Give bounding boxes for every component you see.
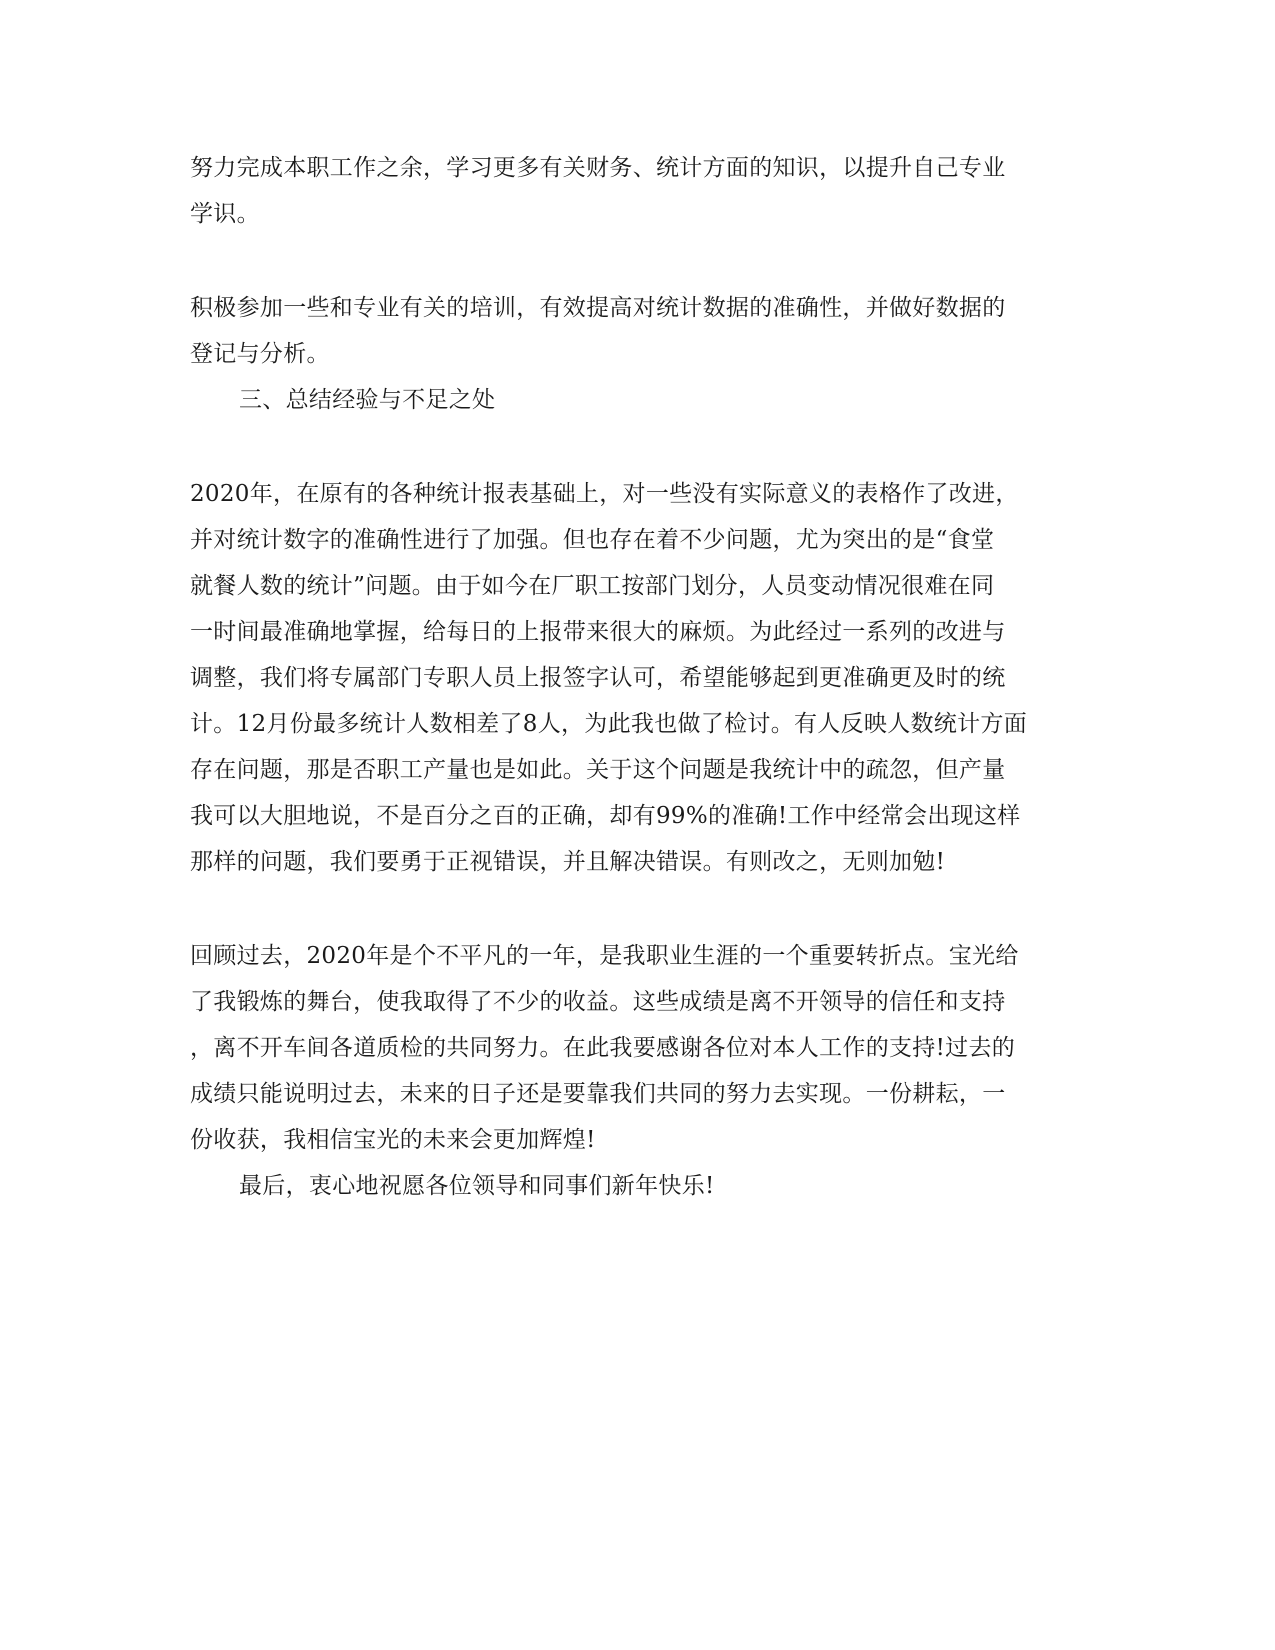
body-text-line: 2020年，在原有的各种统计报表基础上，对一些没有实际意义的表格作了改进， <box>190 481 1019 507</box>
section-heading: 三、总结经验与不足之处 <box>239 387 496 413</box>
body-text-line: 学识。 <box>190 201 260 227</box>
body-text-line: 那样的问题，我们要勇于正视错误，并且解决错误。有则改之，无则加勉! <box>190 849 946 875</box>
body-text-line: 努力完成本职工作之余，学习更多有关财务、统计方面的知识，以提升自己专业 <box>190 155 1006 181</box>
body-text-line: 并对统计数字的准确性进行了加强。但也存在着不少问题，尤为突出的是“食堂 <box>190 527 995 553</box>
body-text-line: 计。12月份最多统计人数相差了8人，为此我也做了检讨。有人反映人数统计方面 <box>190 711 1027 737</box>
body-text-line: 积极参加一些和专业有关的培训，有效提高对统计数据的准确性，并做好数据的 <box>190 295 1006 321</box>
body-text-line: 就餐人数的统计”问题。由于如今在厂职工按部门划分，人员变动情况很难在同 <box>190 573 995 599</box>
body-text-line: 登记与分析。 <box>190 341 330 367</box>
body-text-line: ，离不开车间各道质检的共同努力。在此我要感谢各位对本人工作的支持!过去的 <box>190 1035 1016 1061</box>
closing-line: 最后，衷心地祝愿各位领导和同事们新年快乐! <box>239 1173 715 1199</box>
body-text-line: 我可以大胆地说，不是百分之百的正确，却有99%的准确!工作中经常会出现这样 <box>190 803 1021 829</box>
body-text-line: 成绩只能说明过去，未来的日子还是要靠我们共同的努力去实现。一份耕耘，一 <box>190 1081 1006 1107</box>
body-text-line: 存在问题，那是否职工产量也是如此。关于这个问题是我统计中的疏忽，但产量 <box>190 757 1006 783</box>
body-text-line: 一时间最准确地掌握，给每日的上报带来很大的麻烦。为此经过一系列的改进与 <box>190 619 1006 645</box>
body-text-line: 了我锻炼的舞台，使我取得了不少的收益。这些成绩是离不开领导的信任和支持 <box>190 989 1006 1015</box>
body-text-line: 份收获，我相信宝光的未来会更加辉煌! <box>190 1127 596 1153</box>
body-text-line: 调整，我们将专属部门专职人员上报签字认可，希望能够起到更准确更及时的统 <box>190 665 1006 691</box>
body-text-line: 回顾过去，2020年是个不平凡的一年，是我职业生涯的一个重要转折点。宝光给 <box>190 943 1019 969</box>
